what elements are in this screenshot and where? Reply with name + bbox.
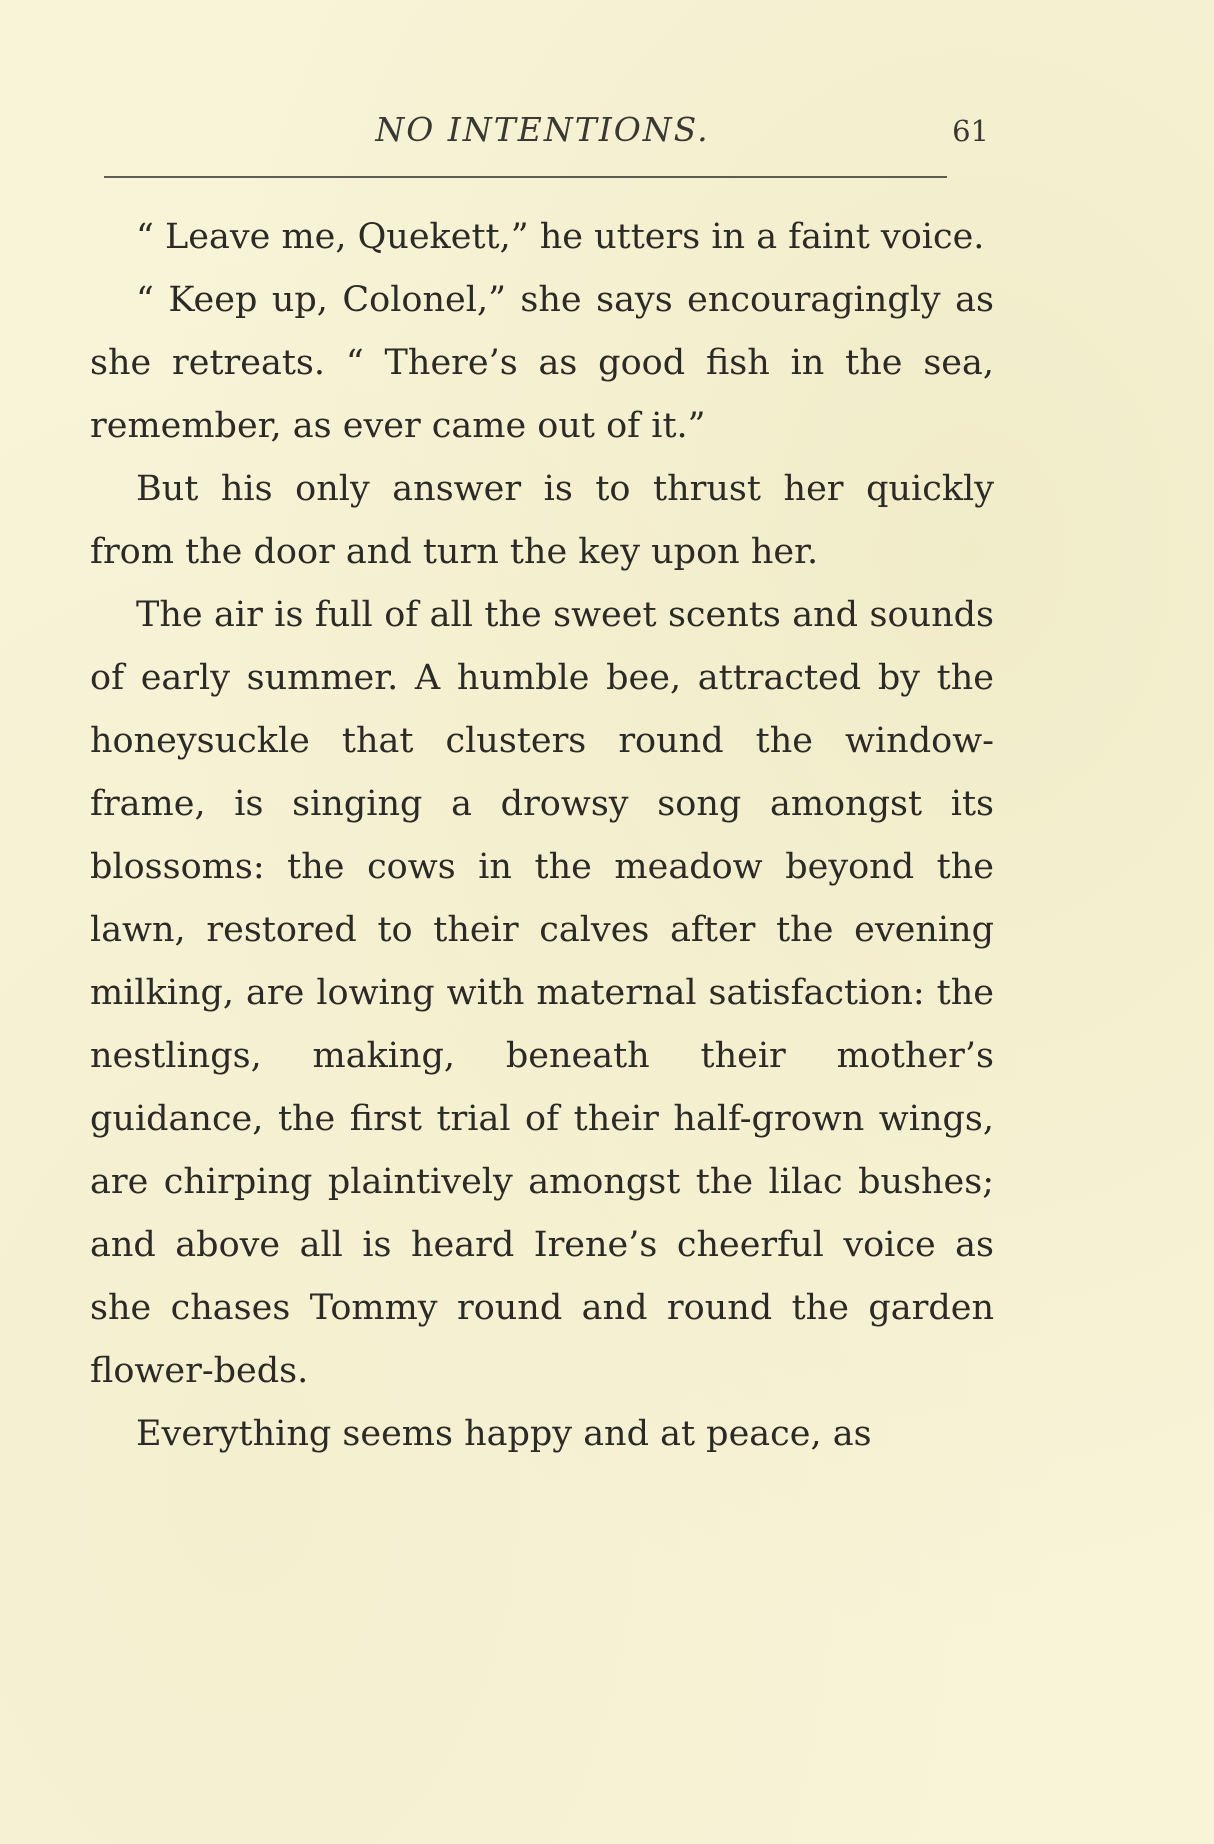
header-rule [104,176,947,178]
paragraph: Everything seems happy and at peace, as [136,1414,872,1454]
paragraph: “ Leave me, Quekett,” he utters in a faint voice. [136,217,985,257]
paragraph: “ Keep up, Colonel,” she says encouragingly as she retreats. “ There’s as good fish in the sea, remember, as ever came out of it.” [90,280,994,446]
running-head [90,100,995,156]
running-title: NO INTENTIONS. [375,110,710,149]
paragraph: The air is full of all the sweet scents and sounds of early summer. A humble bee, attracted by the honeysuckle that clusters round the window-frame, is singing a drowsy song amongst its blossoms: the cows in the meadow beyond the lawn, restored to their calves after the evening milking, are lowing with maternal satisfaction: the nestlings, making, beneath their mother’s guidance, the first trial of their half-grown wings, are chirping plaintively amongst the lilac bushes; and above all is heard Irene’s cheerful voice as she chases Tommy round and round the garden flower-beds. [90,595,994,1391]
paragraph: But his only answer is to thrust her quickly from the door and turn the key upon her. [90,469,994,572]
page-number: 61 [952,114,989,148]
body-text [90,206,994,1466]
